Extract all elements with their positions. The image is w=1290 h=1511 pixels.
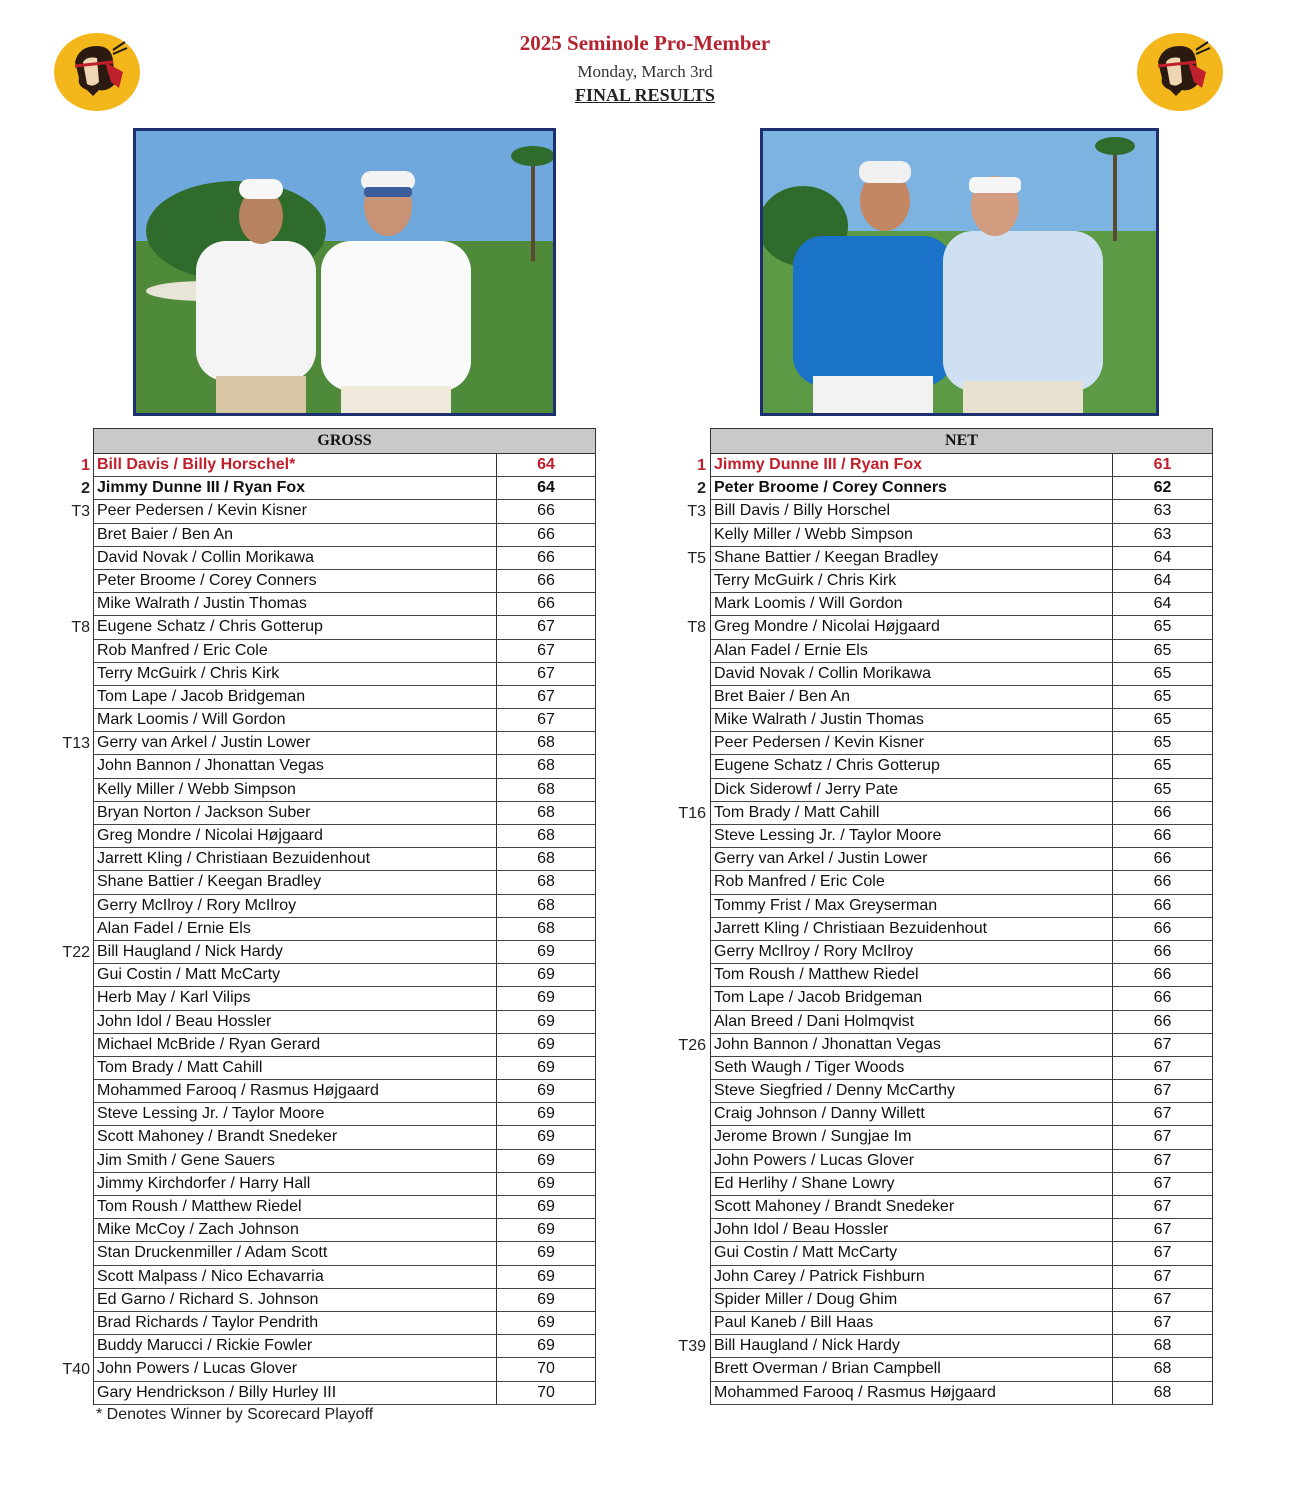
- team-name: Gerry van Arkel / Justin Lower: [710, 848, 1113, 871]
- score: 68: [1112, 1335, 1213, 1358]
- score: 67: [1112, 1034, 1213, 1057]
- team-name: John Bannon / Jhonattan Vegas: [710, 1034, 1113, 1057]
- score: 67: [1112, 1312, 1213, 1335]
- team-name: Terry McGuirk / Chris Kirk: [710, 570, 1113, 593]
- team-name: Greg Mondre / Nicolai Højgaard: [93, 825, 496, 848]
- team-name: Paul Kaneb / Bill Haas: [710, 1312, 1113, 1335]
- team-name: Jarrett Kling / Christiaan Bezuidenhout: [710, 918, 1113, 941]
- team-name: Jarrett Kling / Christiaan Bezuidenhout: [93, 848, 496, 871]
- position: T40: [62, 1361, 90, 1379]
- score: 69: [496, 1011, 596, 1034]
- score: 70: [496, 1358, 596, 1381]
- score: 69: [496, 1266, 596, 1289]
- score: 66: [1112, 802, 1213, 825]
- team-name: Kelly Miller / Webb Simpson: [710, 524, 1113, 547]
- team-name: Steve Lessing Jr. / Taylor Moore: [93, 1103, 496, 1126]
- team-name: Mark Loomis / Will Gordon: [710, 593, 1113, 616]
- score: 67: [1112, 1080, 1213, 1103]
- team-name: Ed Garno / Richard S. Johnson: [93, 1289, 496, 1312]
- score: 68: [496, 918, 596, 941]
- score: 69: [496, 941, 596, 964]
- score: 70: [496, 1382, 596, 1405]
- position: T3: [687, 503, 706, 521]
- team-name: John Powers / Lucas Glover: [93, 1358, 496, 1381]
- team-name: Shane Battier / Keegan Bradley: [93, 871, 496, 894]
- score: 67: [1112, 1219, 1213, 1242]
- team-name: Bill Davis / Billy Horschel: [710, 500, 1113, 523]
- position: 1: [697, 457, 706, 474]
- team-name: Alan Fadel / Ernie Els: [93, 918, 496, 941]
- score: 69: [496, 1034, 596, 1057]
- score: 69: [496, 1126, 596, 1149]
- score: 67: [1112, 1057, 1213, 1080]
- score: 63: [1112, 524, 1213, 547]
- score: 62: [1112, 477, 1213, 500]
- team-name: Gui Costin / Matt McCarty: [710, 1242, 1113, 1265]
- score: 65: [1112, 755, 1213, 778]
- team-name: Bret Baier / Ben An: [93, 524, 496, 547]
- score: 64: [1112, 547, 1213, 570]
- team-name: John Powers / Lucas Glover: [710, 1150, 1113, 1173]
- score: 64: [496, 454, 596, 477]
- net-header: NET: [710, 428, 1213, 454]
- score: 68: [1112, 1358, 1213, 1381]
- score: 69: [496, 1196, 596, 1219]
- team-name: Mark Loomis / Will Gordon: [93, 709, 496, 732]
- team-name: Greg Mondre / Nicolai Højgaard: [710, 616, 1113, 639]
- score: 67: [496, 663, 596, 686]
- team-name: David Novak / Collin Morikawa: [93, 547, 496, 570]
- score: 67: [1112, 1103, 1213, 1126]
- team-name: Peter Broome / Corey Conners: [710, 477, 1113, 500]
- team-name: Mike Walrath / Justin Thomas: [710, 709, 1113, 732]
- score: 66: [496, 570, 596, 593]
- score: 66: [1112, 941, 1213, 964]
- score: 65: [1112, 709, 1213, 732]
- score: 65: [1112, 732, 1213, 755]
- team-name: Stan Druckenmiller / Adam Scott: [93, 1242, 496, 1265]
- score: 66: [496, 500, 596, 523]
- team-name: Kelly Miller / Webb Simpson: [93, 779, 496, 802]
- team-name: Steve Lessing Jr. / Taylor Moore: [710, 825, 1113, 848]
- score: 68: [496, 732, 596, 755]
- score: 66: [1112, 1011, 1213, 1034]
- team-name: Bill Davis / Billy Horschel*: [93, 454, 496, 477]
- team-name: Jimmy Kirchdorfer / Harry Hall: [93, 1173, 496, 1196]
- score: 64: [1112, 570, 1213, 593]
- score: 66: [496, 524, 596, 547]
- score: 68: [496, 848, 596, 871]
- results-heading: FINAL RESULTS: [575, 85, 715, 105]
- score: 66: [1112, 848, 1213, 871]
- team-name: Alan Fadel / Ernie Els: [710, 640, 1113, 663]
- team-name: Peer Pedersen / Kevin Kisner: [93, 500, 496, 523]
- score: 67: [1112, 1173, 1213, 1196]
- position: 2: [81, 480, 90, 498]
- position: T3: [71, 503, 90, 521]
- position: T5: [687, 549, 706, 567]
- team-name: Mohammed Farooq / Rasmus Højgaard: [710, 1382, 1113, 1405]
- score: 68: [496, 755, 596, 778]
- score: 63: [1112, 500, 1213, 523]
- team-name: Scott Mahoney / Brandt Snedeker: [710, 1196, 1113, 1219]
- team-name: Spider Miller / Doug Ghim: [710, 1289, 1113, 1312]
- score: 66: [1112, 918, 1213, 941]
- team-name: Mohammed Farooq / Rasmus Højgaard: [93, 1080, 496, 1103]
- score: 67: [1112, 1242, 1213, 1265]
- score: 64: [1112, 593, 1213, 616]
- team-name: Jerome Brown / Sungjae Im: [710, 1126, 1113, 1149]
- team-name: Eugene Schatz / Chris Gotterup: [93, 616, 496, 639]
- score: 66: [1112, 987, 1213, 1010]
- position: T16: [678, 804, 706, 822]
- team-name: Alan Breed / Dani Holmqvist: [710, 1011, 1113, 1034]
- event-title: 2025 Seminole Pro-Member: [519, 31, 771, 55]
- score: 65: [1112, 640, 1213, 663]
- team-name: Tom Lape / Jacob Bridgeman: [710, 987, 1113, 1010]
- score: 65: [1112, 663, 1213, 686]
- position: T13: [62, 735, 90, 753]
- team-name: Buddy Marucci / Rickie Fowler: [93, 1335, 496, 1358]
- score: 64: [496, 477, 596, 500]
- score: 66: [1112, 825, 1213, 848]
- score: 65: [1112, 686, 1213, 709]
- team-name: Michael McBride / Ryan Gerard: [93, 1034, 496, 1057]
- score: 67: [496, 616, 596, 639]
- score: 69: [496, 1219, 596, 1242]
- position: T39: [678, 1338, 706, 1356]
- score: 68: [1112, 1382, 1213, 1405]
- team-name: Jimmy Dunne III / Ryan Fox: [93, 477, 496, 500]
- score: 65: [1112, 779, 1213, 802]
- team-name: Brett Overman / Brian Campbell: [710, 1358, 1113, 1381]
- position: 1: [81, 457, 90, 474]
- score: 67: [496, 640, 596, 663]
- team-name: John Idol / Beau Hossler: [710, 1219, 1113, 1242]
- score: 68: [496, 895, 596, 918]
- team-name: Shane Battier / Keegan Bradley: [710, 547, 1113, 570]
- score: 67: [496, 709, 596, 732]
- team-name: Gary Hendrickson / Billy Hurley III: [93, 1382, 496, 1405]
- team-name: Mike McCoy / Zach Johnson: [93, 1219, 496, 1242]
- team-name: Scott Mahoney / Brandt Snedeker: [93, 1126, 496, 1149]
- footnote: * Denotes Winner by Scorecard Playoff: [96, 1406, 374, 1423]
- team-name: Peter Broome / Corey Conners: [93, 570, 496, 593]
- score: 69: [496, 1080, 596, 1103]
- team-name: Herb May / Karl Vilips: [93, 987, 496, 1010]
- team-name: David Novak / Collin Morikawa: [710, 663, 1113, 686]
- score: 69: [496, 1289, 596, 1312]
- team-name: Tom Roush / Matthew Riedel: [710, 964, 1113, 987]
- score: 69: [496, 1103, 596, 1126]
- score: 68: [496, 779, 596, 802]
- team-name: Rob Manfred / Eric Cole: [93, 640, 496, 663]
- team-name: Steve Siegfried / Denny McCarthy: [710, 1080, 1113, 1103]
- gross-header: GROSS: [93, 428, 596, 454]
- score: 69: [496, 1150, 596, 1173]
- team-name: Scott Malpass / Nico Echavarria: [93, 1266, 496, 1289]
- score: 67: [1112, 1196, 1213, 1219]
- net-winners-photo: [760, 128, 1159, 416]
- team-name: John Carey / Patrick Fishburn: [710, 1266, 1113, 1289]
- team-name: Jim Smith / Gene Sauers: [93, 1150, 496, 1173]
- position: T8: [687, 619, 706, 637]
- gross-winners-photo: [133, 128, 556, 416]
- team-name: Dick Siderowf / Jerry Pate: [710, 779, 1113, 802]
- position: T8: [71, 619, 90, 637]
- score: 67: [496, 686, 596, 709]
- score: 68: [496, 825, 596, 848]
- team-name: Terry McGuirk / Chris Kirk: [93, 663, 496, 686]
- score: 67: [1112, 1126, 1213, 1149]
- team-name: John Idol / Beau Hossler: [93, 1011, 496, 1034]
- position: 2: [697, 480, 706, 498]
- score: 68: [496, 871, 596, 894]
- team-name: Rob Manfred / Eric Cole: [710, 871, 1113, 894]
- score: 67: [1112, 1266, 1213, 1289]
- team-name: Bill Haugland / Nick Hardy: [93, 941, 496, 964]
- score: 69: [496, 1173, 596, 1196]
- score: 66: [1112, 895, 1213, 918]
- team-name: Bret Baier / Ben An: [710, 686, 1113, 709]
- title-block: [0, 30, 1290, 106]
- score: 69: [496, 964, 596, 987]
- score: 66: [496, 593, 596, 616]
- score: 69: [496, 1312, 596, 1335]
- score: 67: [1112, 1289, 1213, 1312]
- team-name: Bill Haugland / Nick Hardy: [710, 1335, 1113, 1358]
- score: 69: [496, 1335, 596, 1358]
- team-name: Tom Brady / Matt Cahill: [93, 1057, 496, 1080]
- score: 66: [1112, 964, 1213, 987]
- event-date: Monday, March 3rd: [577, 62, 713, 81]
- team-name: Jimmy Dunne III / Ryan Fox: [710, 454, 1113, 477]
- team-name: Mike Walrath / Justin Thomas: [93, 593, 496, 616]
- team-name: Peer Pedersen / Kevin Kisner: [710, 732, 1113, 755]
- score: 65: [1112, 616, 1213, 639]
- team-name: Tommy Frist / Max Greyserman: [710, 895, 1113, 918]
- team-name: Tom Lape / Jacob Bridgeman: [93, 686, 496, 709]
- score: 66: [1112, 871, 1213, 894]
- team-name: Tom Brady / Matt Cahill: [710, 802, 1113, 825]
- score: 69: [496, 1057, 596, 1080]
- team-name: Eugene Schatz / Chris Gotterup: [710, 755, 1113, 778]
- score: 67: [1112, 1150, 1213, 1173]
- team-name: Seth Waugh / Tiger Woods: [710, 1057, 1113, 1080]
- team-name: John Bannon / Jhonattan Vegas: [93, 755, 496, 778]
- team-name: Bryan Norton / Jackson Suber: [93, 802, 496, 825]
- team-name: Gerry van Arkel / Justin Lower: [93, 732, 496, 755]
- team-name: Brad Richards / Taylor Pendrith: [93, 1312, 496, 1335]
- score: 61: [1112, 454, 1213, 477]
- team-name: Craig Johnson / Danny Willett: [710, 1103, 1113, 1126]
- score: 69: [496, 1242, 596, 1265]
- score: 69: [496, 987, 596, 1010]
- position: T22: [62, 943, 90, 961]
- team-name: Gerry McIlroy / Rory McIlroy: [93, 895, 496, 918]
- team-name: Gui Costin / Matt McCarty: [93, 964, 496, 987]
- team-name: Tom Roush / Matthew Riedel: [93, 1196, 496, 1219]
- team-name: Ed Herlihy / Shane Lowry: [710, 1173, 1113, 1196]
- position: T26: [678, 1036, 706, 1054]
- score: 66: [496, 547, 596, 570]
- team-name: Gerry McIlroy / Rory McIlroy: [710, 941, 1113, 964]
- score: 68: [496, 802, 596, 825]
